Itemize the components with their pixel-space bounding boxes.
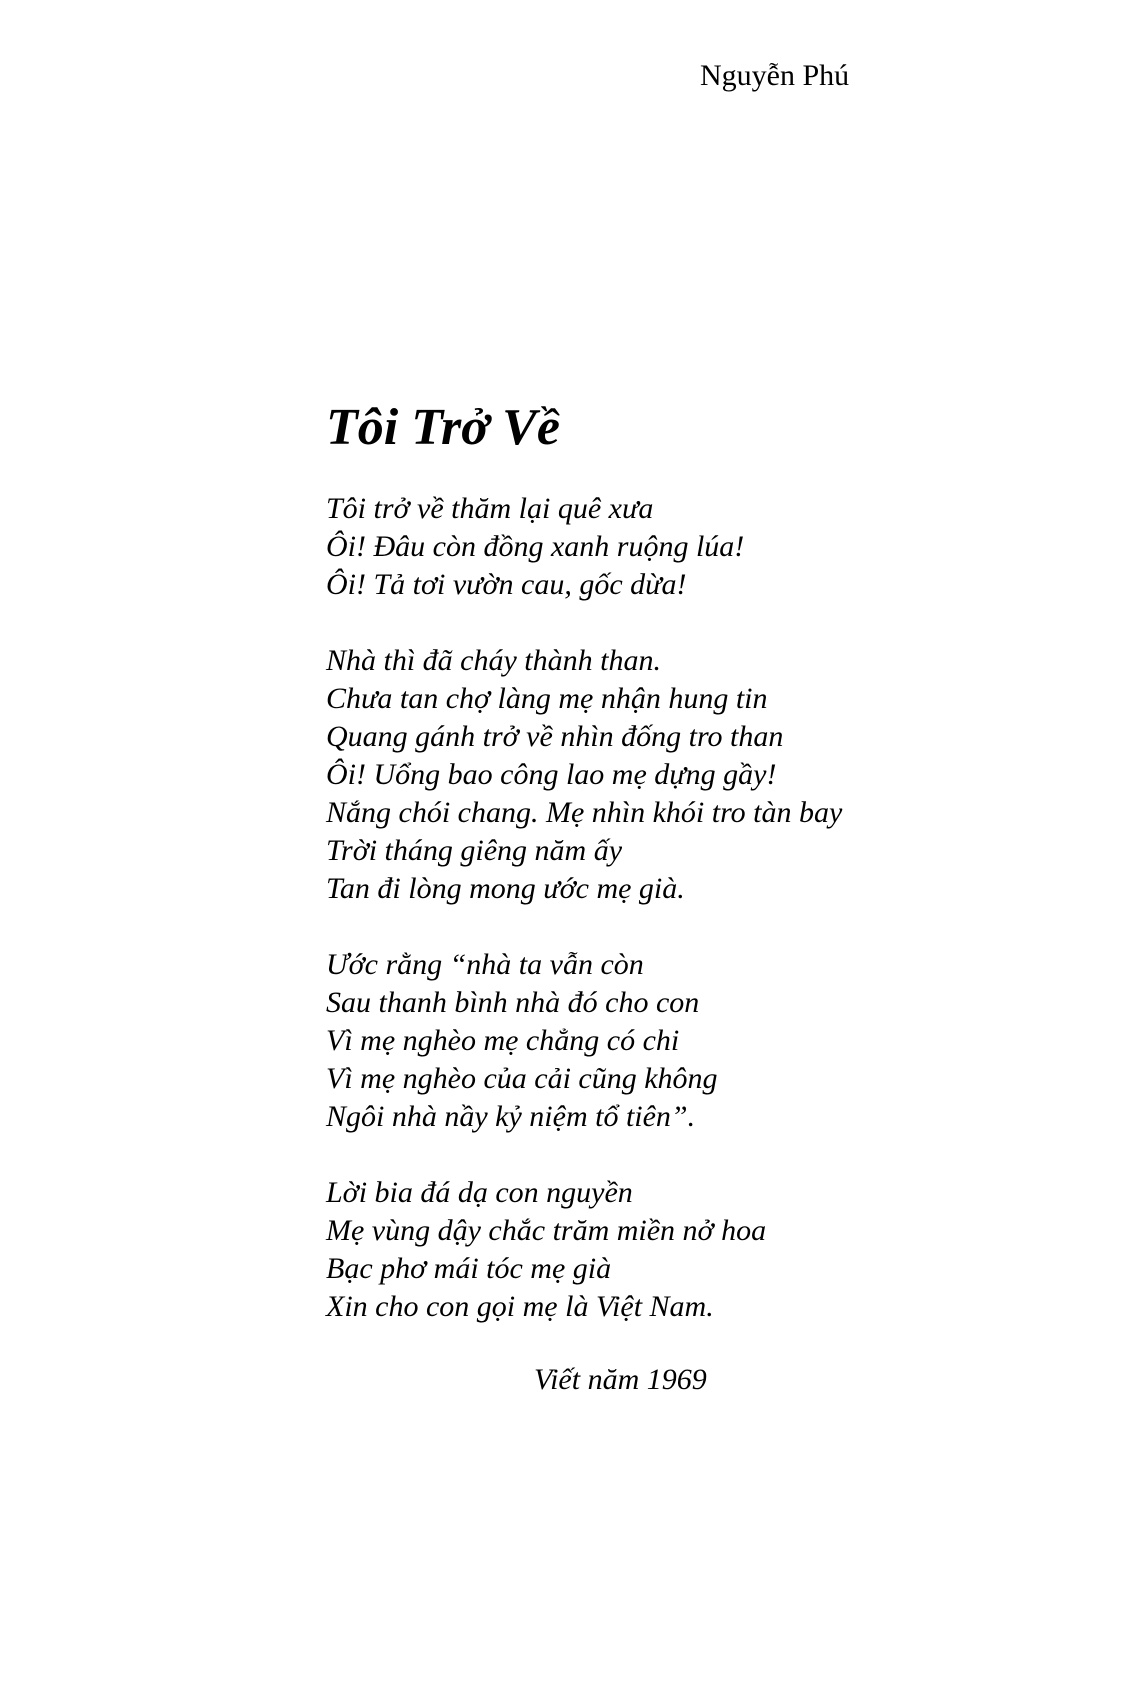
poem-line: Trời tháng giêng năm ấy [326, 834, 623, 867]
poem-line: Ước rằng “nhà ta vẫn còn [326, 948, 644, 981]
poem-line: Tan đi lòng mong ước mẹ già. [326, 872, 685, 905]
poem-line: Ôi! Tả tơi vườn cau, gốc dừa! [326, 568, 687, 601]
stanza-2 [326, 642, 1086, 908]
poem-line: Ngôi nhà nầy kỷ niệm tổ tiên”. [326, 1100, 696, 1133]
poem-line: Nhà thì đã cháy thành than. [326, 644, 661, 677]
poem-line: Mẹ vùng dậy chắc trăm miền nở hoa [326, 1214, 767, 1247]
poem-line: Nắng chói chang. Mẹ nhìn khói tro tàn bay [326, 796, 843, 829]
poem-line: Chưa tan chợ làng mẹ nhận hung tin [326, 682, 768, 715]
poem-line: Tôi trở về thăm lại quê xưa [326, 492, 654, 525]
poem-line: Bạc phơ mái tóc mẹ già [326, 1252, 612, 1285]
stanza-3 [326, 946, 1086, 1136]
date-signature: Viết năm 1969 [534, 1363, 707, 1396]
poem-body [326, 490, 1086, 1364]
author-name: Nguyễn Phú [700, 59, 850, 92]
poem-line: Vì mẹ nghèo mẹ chẳng có chi [326, 1024, 680, 1057]
poem-line: Xin cho con gọi mẹ là Việt Nam. [326, 1290, 714, 1323]
poem-title: Tôi Trở Về [326, 399, 560, 456]
poem-line: Sau thanh bình nhà đó cho con [326, 986, 700, 1019]
poem-line: Ôi! Uổng bao công lao mẹ dựng gầy! [326, 758, 777, 791]
stanza-1 [326, 490, 1086, 604]
poem-line: Quang gánh trở về nhìn đống tro than [326, 720, 784, 753]
poem-line: Lời bia đá dạ con nguyền [326, 1176, 633, 1209]
poem-line: Vì mẹ nghèo của cải cũng không [326, 1062, 718, 1095]
poem-line: Ôi! Đâu còn đồng xanh ruộng lúa! [326, 530, 745, 563]
stanza-4 [326, 1174, 1086, 1326]
